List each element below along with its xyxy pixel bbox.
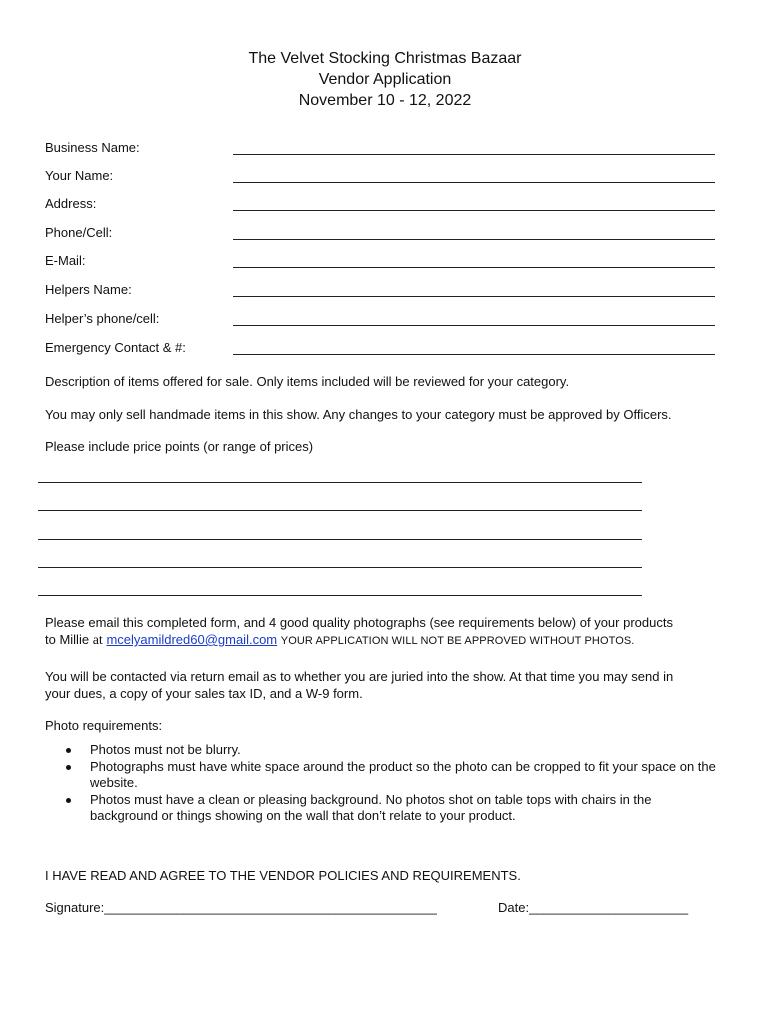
list-item-text: Photos must not be blurry. [90,742,241,757]
business-name-field[interactable] [45,140,715,160]
description-line[interactable] [38,510,642,511]
photos-required-note: YOUR APPLICATION WILL NOT BE APPROVED WITHOUT PHOTOS. [280,635,635,647]
your-name-field[interactable] [45,168,715,188]
list-item [60,742,720,758]
email-instructions-line: Please email this completed form, and 4 good quality photographs (see requirements below) of your products [45,615,673,630]
description-line[interactable] [38,567,642,568]
fill-line[interactable] [233,239,715,240]
email-instructions-line-2 [45,631,725,650]
fill-line[interactable] [233,354,715,355]
fill-line[interactable] [233,267,715,268]
fill-line[interactable] [233,325,715,326]
handmade-instruction: You may only sell handmade items in this show. Any changes to your category must be approved by Officers. [45,407,672,422]
form-subtitle: Vendor Application [318,71,452,88]
description-line[interactable] [38,482,642,483]
description-line[interactable] [38,539,642,540]
description-line[interactable] [38,595,642,596]
fill-line[interactable] [233,210,715,211]
fill-line[interactable] [233,182,715,183]
email-instructions [45,614,725,650]
field-label: Your Name: [45,168,114,183]
field-label: Emergency Contact & #: [45,340,186,355]
date-field[interactable]: Date:______________________ [498,900,689,915]
field-label: Phone/Cell: [45,225,113,240]
emergency-contact-field[interactable] [45,340,715,360]
description-instruction: Description of items offered for sale. Only items included will be reviewed for your category. [45,374,570,389]
fill-line[interactable] [233,296,715,297]
field-label: E-Mail: [45,253,86,268]
bullet-icon [66,765,71,770]
list-item [60,792,720,824]
price-points-instruction: Please include price points (or range of prices) [45,439,314,454]
recipient-text: to Millie [45,632,90,647]
event-dates: November 10 - 12, 2022 [298,92,472,109]
at-text: at [92,633,103,648]
field-label: Helper’s phone/cell: [45,311,160,326]
email-link[interactable]: mcelyamildred60@gmail.com [106,632,278,647]
field-label: Helpers Name: [45,282,132,297]
list-item [60,759,720,791]
list-item-text: Photographs must have white space around the product so the photo can be cropped to fit your space on the website. [90,759,716,790]
field-label: Business Name: [45,140,140,155]
bullet-icon [66,798,71,803]
contact-note [45,668,725,702]
bullet-icon [66,748,71,753]
address-field[interactable] [45,196,715,216]
form-title: The Velvet Stocking Christmas Bazaar [248,50,522,67]
photo-requirements-heading: Photo requirements: [45,718,163,733]
contact-note-line: You will be contacted via return email as to whether you are juried into the show. At that time you may send in [45,669,674,684]
field-label: Address: [45,196,97,211]
helpers-name-field[interactable] [45,282,715,302]
helpers-phone-field[interactable] [45,311,715,331]
agreement-statement: I HAVE READ AND AGREE TO THE VENDOR POLICIES AND REQUIREMENTS. [45,868,521,883]
list-item-text: Photos must have a clean or pleasing background. No photos shot on table tops with chairs in the background or things showing on the wall that don’t relate to your product. [90,792,652,823]
contact-note-line: your dues, a copy of your sales tax ID, and a W-9 form. [45,686,363,701]
signature-field[interactable]: Signature:______________________________________________ [45,900,437,915]
photo-requirements-list [60,742,720,825]
fill-line[interactable] [233,154,715,155]
phone-cell-field[interactable] [45,225,715,245]
email-field[interactable] [45,253,715,273]
